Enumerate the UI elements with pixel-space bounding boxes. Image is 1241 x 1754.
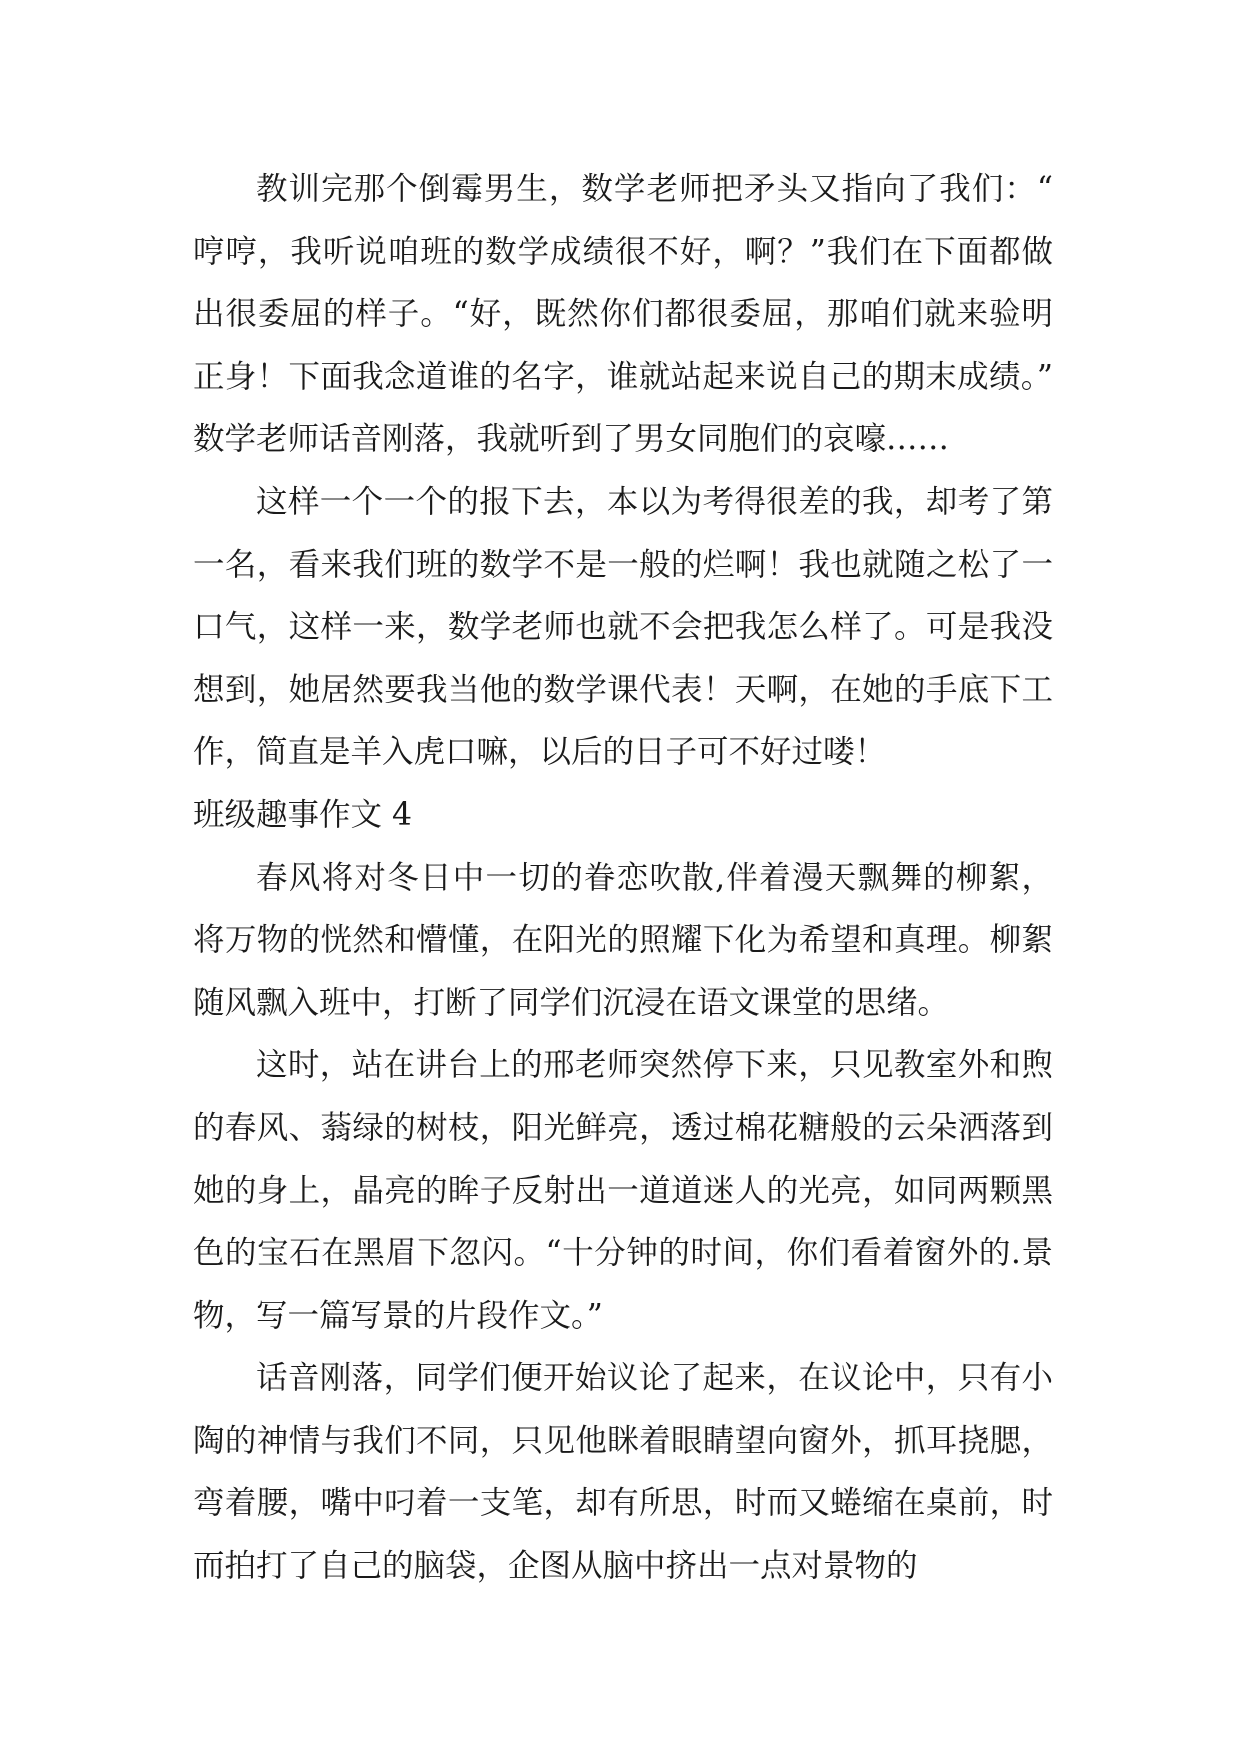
paragraph-xiaotao: 话音刚落，同学们便开始议论了起来，在议论中，只有小陶的神情与我们不同，只见他眯着眼睛望向窗外，抓耳挠腮，弯着腰，嘴中叼着一支笔，却有所思，时而又蜷缩在桌前，时而拍打了自己的脑袋，企图从脑中挤出一点对景物的	[193, 1360, 1053, 1585]
paragraph-spring-wind: 春风将对冬日中一切的眷恋吹散,伴着漫天飘舞的柳絮，将万物的恍然和懵懂，在阳光的照耀下化为希望和真理。柳絮随风飘入班中，打断了同学们沉浸在语文课堂的思绪。	[193, 859, 1053, 1021]
section-heading: 班级趣事作文 4	[193, 796, 413, 833]
paragraph-first-place: 这样一个一个的报下去，本以为考得很差的我，却考了第一名，看来我们班的数学不是一般的烂啊！我也就随之松了一口气，这样一来，数学老师也就不会把我怎么样了。可是我没想到，她居然要我当他的数学课代表！天啊，在她的手底下工作，简直是羊入虎口嘛，以后的日子可不好过喽！	[193, 483, 1053, 771]
paragraph-teacher: 这时，站在讲台上的邢老师突然停下来，只见教室外和煦的春风、蓊绿的树枝，阳光鲜亮，透过棉花糖般的云朵洒落到她的身上，晶亮的眸子反射出一道道迷人的光亮，如同两颗黑色的宝石在黑眉下忽闪。“十分钟的时间，你们看着窗外的.景物，写一篇写景的片段作文。”	[193, 1047, 1053, 1334]
document-body	[193, 158, 1053, 1598]
paragraph-scolding: 教训完那个倒霉男生，数学老师把矛头又指向了我们：“哼哼，我听说咱班的数学成绩很不好，啊？”我们在下面都做出很委屈的样子。“好，既然你们都很委屈，那咱们就来验明正身！下面我念道谁的名字，谁就站起来说自己的期末成绩。”数学老师话音刚落，我就听到了男女同胞们的哀嚎……	[193, 171, 1053, 458]
